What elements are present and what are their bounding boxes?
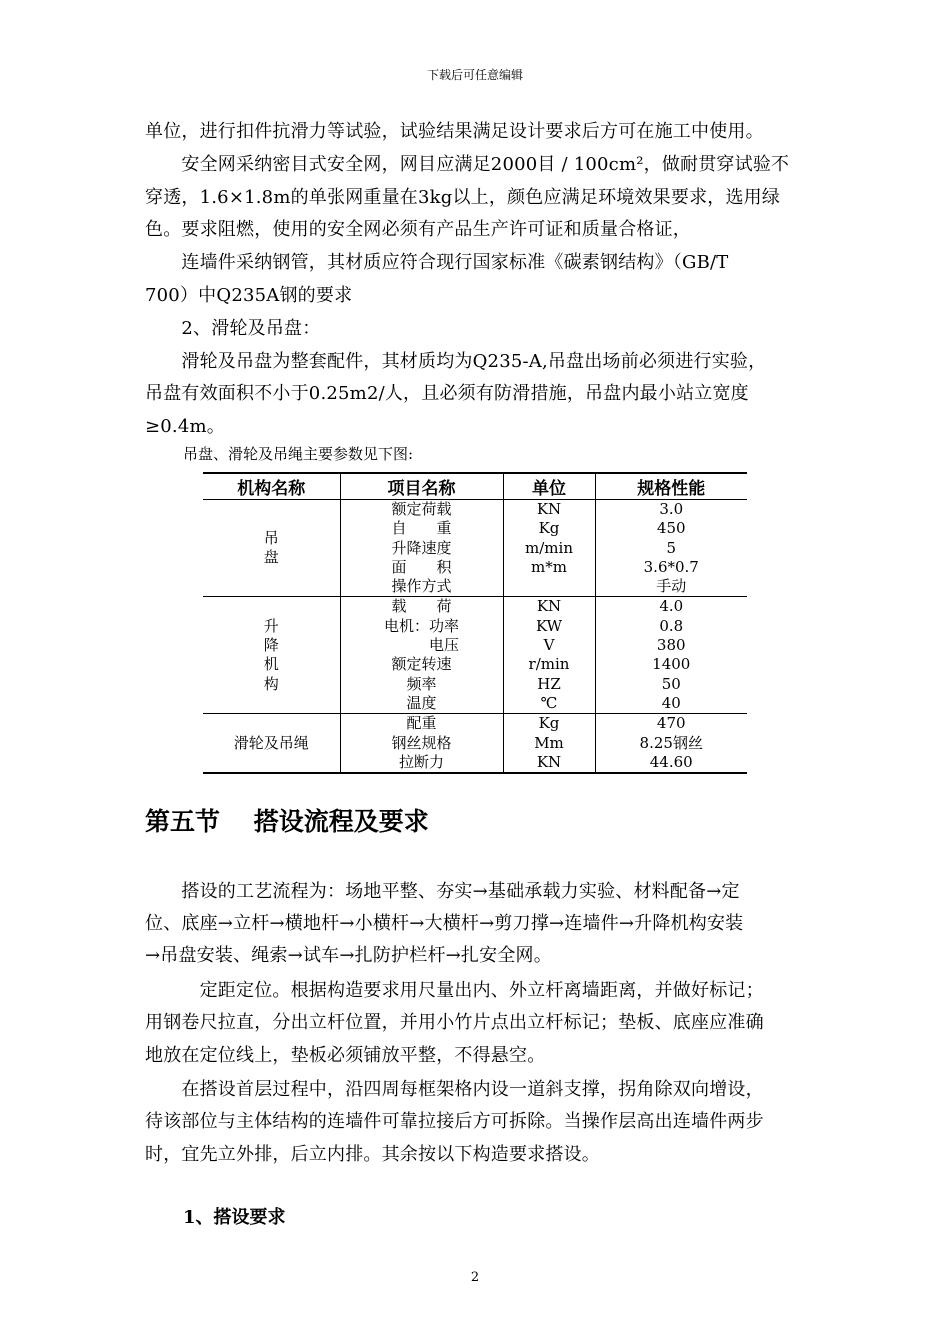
unit: ℃ <box>540 693 558 712</box>
column-header: 机构名称 <box>203 473 340 500</box>
mechanism-name: 滑轮及吊绳 <box>233 733 309 752</box>
spec-value: 380 <box>656 636 686 655</box>
table-group-row <box>203 714 747 773</box>
paragraph-line: 连墙件采纳钢管，其材质应符合现行国家标准《碳素钢结构》（GB/T <box>145 252 729 273</box>
unit: KN <box>536 500 562 518</box>
mechanism-name: 吊 盘 <box>263 528 279 567</box>
unit: Kg <box>538 519 560 538</box>
spec-value: 4.0 <box>659 597 684 616</box>
paragraph-line: 待该部位与主体结构的连墙件可靠拉接后方可拆除。当操作层高出连墙件两步 <box>145 1111 764 1132</box>
paragraph-line: 定距定位。根据构造要求用尺量出内、外立杆离墙距离，并做好标记； <box>145 980 764 1001</box>
unit-column <box>503 500 595 597</box>
spec-value: 470 <box>656 714 686 733</box>
parameters-table <box>203 472 747 774</box>
mechanism-name-cell <box>203 500 340 597</box>
unit: Mm <box>534 733 564 752</box>
spec-value: 1400 <box>652 655 691 674</box>
paragraph-line: 地放在定位线上，垫板必须铺放平整，不得悬空。 <box>145 1045 546 1066</box>
item-name-column <box>340 597 503 714</box>
item-name: 额定转速 <box>391 655 452 674</box>
unit-column <box>503 714 595 773</box>
spec-value: 3.0 <box>659 500 684 518</box>
item-name: 自 重 <box>391 519 452 538</box>
item-name-column <box>340 500 503 597</box>
item-name: 配重 <box>406 714 437 733</box>
unit: Kg <box>538 714 560 733</box>
item-name-column <box>340 714 503 773</box>
section-title: 第五节 搭设流程及要求 <box>145 807 429 836</box>
unit: V <box>543 636 555 655</box>
item-name: 电机：功率 <box>383 616 459 635</box>
paragraph-line: 搭设的工艺流程为：场地平整、夯实→基础承载力实验、材料配备→定 <box>145 881 740 902</box>
table-header-row <box>203 473 747 500</box>
spec-value-column <box>595 714 747 773</box>
paragraph-line: 时，宜先立外排，后立内排。其余按以下构造要求搭设。 <box>145 1144 600 1165</box>
mechanism-name-cell <box>203 714 340 773</box>
mechanism-name: 升 降 机 构 <box>263 616 279 693</box>
unit: m*m <box>531 557 567 576</box>
column-header: 规格性能 <box>595 473 747 500</box>
spec-value-column <box>595 500 747 597</box>
paragraph-line: 位、底座→立杆→横地杆→小横杆→大横杆→剪刀撑→连墙件→升降机构安装 <box>145 913 744 934</box>
column-header: 项目名称 <box>340 473 503 500</box>
unit: KN <box>536 597 562 616</box>
item-name: 载 荷 <box>391 597 452 616</box>
item-name: 温度 <box>406 693 437 712</box>
column-header: 单位 <box>503 473 595 500</box>
paragraph-line: 安全网采纳密目式安全网，网目应满足2000目 / 100cm²，做耐贯穿试验不 <box>145 154 790 175</box>
spec-value-column <box>595 597 747 714</box>
item-name: 面 积 <box>391 557 452 576</box>
page-number: 2 <box>470 1270 480 1285</box>
paragraph-line: 2、滑轮及吊盘： <box>145 318 321 339</box>
spec-value: 50 <box>661 674 681 693</box>
item-name: 额定荷载 <box>391 500 452 518</box>
item-name: 操作方式 <box>391 577 452 596</box>
unit: KW <box>535 616 563 635</box>
spec-value: 450 <box>656 519 686 538</box>
unit: m/min <box>525 538 573 557</box>
spec-value: 3.6*0.7 <box>643 557 699 576</box>
page-header: 下载后可任意编辑 <box>426 68 523 82</box>
unit: r/min <box>528 655 570 674</box>
table-group-row <box>203 597 747 714</box>
spec-value: 5 <box>666 538 677 557</box>
spec-value: 40 <box>661 693 681 712</box>
item-name: 电压 <box>383 636 459 655</box>
item-name: 钢丝规格 <box>391 733 452 752</box>
spec-value: 0.8 <box>659 616 684 635</box>
paragraph-line: 用钢卷尺拉直，分出立杆位置，并用小竹片点出立杆标记；垫板、底座应准确 <box>145 1012 764 1033</box>
unit: HZ <box>537 674 561 693</box>
subheading: 1、搭设要求 <box>183 1207 286 1228</box>
table-group-row <box>203 500 747 597</box>
paragraph-line: 滑轮及吊盘为整套配件，其材质均为Q235-A,吊盘出场前必须进行实验， <box>145 351 767 372</box>
paragraph-line: 单位，进行扣件抗滑力等试验，试验结果满足设计要求后方可在施工中使用。 <box>145 121 764 142</box>
paragraph-line: 吊盘有效面积不小于0.25m2/人，且必须有防滑措施，吊盘内最小站立宽度 <box>145 383 749 404</box>
item-name: 频率 <box>406 674 437 693</box>
paragraph-line: 700）中Q235A钢的要求 <box>145 285 353 306</box>
unit-column <box>503 597 595 714</box>
table-caption: 吊盘、滑轮及吊绳主要参数见下图: <box>183 445 414 463</box>
paragraph-line: 色。要求阻燃，使用的安全网必须有产品生产许可证和质量合格证， <box>145 219 691 240</box>
mechanism-name-cell <box>203 597 340 714</box>
paragraph-line: ≥0.4m。 <box>145 416 225 437</box>
spec-value: 44.60 <box>649 752 693 771</box>
paragraph-line: 穿透，1.6×1.8m的单张网重量在3kg以上，颜色应满足环境效果要求，选用绿 <box>145 187 781 208</box>
paragraph-line: 在搭设首层过程中，沿四周每框架格内设一道斜支撑，拐角除双向增设， <box>145 1079 764 1100</box>
item-name: 拉断力 <box>398 752 444 771</box>
unit: KN <box>536 752 562 771</box>
unit <box>504 577 595 596</box>
spec-value: 8.25钢丝 <box>639 733 703 752</box>
spec-value: 手动 <box>656 577 687 596</box>
paragraph-line: →吊盘安装、绳索→试车→扎防护栏杆→扎安全网。 <box>145 945 552 966</box>
item-name: 升降速度 <box>391 538 452 557</box>
